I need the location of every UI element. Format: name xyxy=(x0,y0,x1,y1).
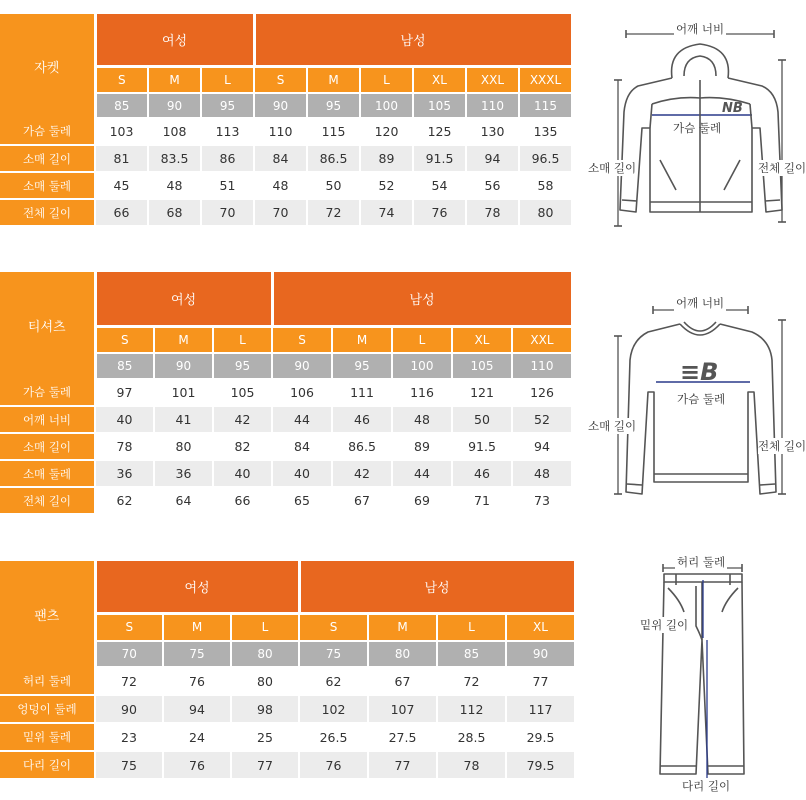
value-cell: 44 xyxy=(392,460,452,487)
value-cell: 54 xyxy=(413,172,466,199)
chest-label: 가슴 둘레 xyxy=(677,392,726,406)
value-cell: 72 xyxy=(307,199,360,226)
size-cell: XL xyxy=(413,66,466,93)
size-number-cell: 95 xyxy=(201,93,254,118)
value-cell: 78 xyxy=(437,751,506,779)
value-cell: 67 xyxy=(368,667,437,695)
value-cell: 48 xyxy=(254,172,307,199)
value-cell: 72 xyxy=(95,667,163,695)
value-cell: 50 xyxy=(307,172,360,199)
value-cell: 44 xyxy=(272,406,332,433)
value-cell: 40 xyxy=(272,460,332,487)
table-row xyxy=(0,723,575,751)
size-cell: L xyxy=(437,613,506,641)
value-cell: 83.5 xyxy=(148,145,201,172)
table-row xyxy=(0,379,572,406)
waist-label: 허리 둘레 xyxy=(677,555,726,569)
category-cell: 티셔츠 xyxy=(0,272,95,379)
size-number-cell: 90 xyxy=(154,353,213,379)
size-cell: XL xyxy=(452,326,512,353)
value-cell: 80 xyxy=(519,199,572,226)
size-number-cell: 90 xyxy=(254,93,307,118)
svg-text:NB: NB xyxy=(722,101,743,116)
value-cell: 97 xyxy=(95,379,154,406)
value-cell: 24 xyxy=(163,723,231,751)
size-cell: S xyxy=(299,613,368,641)
value-cell: 27.5 xyxy=(368,723,437,751)
value-cell: 46 xyxy=(332,406,392,433)
value-cell: 130 xyxy=(466,118,519,145)
value-cell: 108 xyxy=(148,118,201,145)
size-cell: M xyxy=(148,66,201,93)
value-cell: 78 xyxy=(95,433,154,460)
value-cell: 52 xyxy=(360,172,413,199)
value-cell: 75 xyxy=(95,751,163,779)
value-cell: 26.5 xyxy=(299,723,368,751)
size-cell: L xyxy=(231,613,299,641)
value-cell: 135 xyxy=(519,118,572,145)
value-cell: 101 xyxy=(154,379,213,406)
value-cell: 91.5 xyxy=(413,145,466,172)
row-label: 다리 길이 xyxy=(0,751,95,779)
value-cell: 70 xyxy=(254,199,307,226)
value-cell: 103 xyxy=(95,118,148,145)
value-cell: 81 xyxy=(95,145,148,172)
size-cell: L xyxy=(360,66,413,93)
value-cell: 76 xyxy=(163,751,231,779)
table-row xyxy=(0,199,572,226)
value-cell: 76 xyxy=(299,751,368,779)
size-number-cell: 75 xyxy=(299,641,368,667)
size-cell: M xyxy=(332,326,392,353)
size-cell: M xyxy=(368,613,437,641)
value-cell: 23 xyxy=(95,723,163,751)
size-number-cell: 85 xyxy=(95,353,154,379)
value-cell: 94 xyxy=(466,145,519,172)
value-cell: 107 xyxy=(368,695,437,723)
value-cell: 64 xyxy=(154,487,213,514)
group-men: 남성 xyxy=(299,561,575,613)
row-label: 소매 길이 xyxy=(0,433,95,460)
shoulder-width-label: 어깨 너비 xyxy=(676,296,725,310)
size-cell: L xyxy=(201,66,254,93)
value-cell: 74 xyxy=(360,199,413,226)
value-cell: 94 xyxy=(163,695,231,723)
value-cell: 77 xyxy=(368,751,437,779)
size-number-cell: 80 xyxy=(231,641,299,667)
value-cell: 84 xyxy=(254,145,307,172)
row-label: 어깨 너비 xyxy=(0,406,95,433)
table-row xyxy=(0,751,575,779)
value-cell: 102 xyxy=(299,695,368,723)
value-cell: 77 xyxy=(506,667,575,695)
jacket-size-table xyxy=(0,14,574,227)
table-row xyxy=(0,460,572,487)
value-cell: 62 xyxy=(299,667,368,695)
row-label: 전체 길이 xyxy=(0,487,95,514)
table-row xyxy=(0,145,572,172)
value-cell: 25 xyxy=(231,723,299,751)
value-cell: 86 xyxy=(201,145,254,172)
table-row xyxy=(0,487,572,514)
table-row xyxy=(0,118,572,145)
row-label: 엉덩이 둘레 xyxy=(0,695,95,723)
row-label: 소매 둘레 xyxy=(0,172,95,199)
value-cell: 84 xyxy=(272,433,332,460)
value-cell: 48 xyxy=(148,172,201,199)
category-cell: 자켓 xyxy=(0,14,95,118)
value-cell: 77 xyxy=(231,751,299,779)
value-cell: 58 xyxy=(519,172,572,199)
value-cell: 117 xyxy=(506,695,575,723)
group-women: 여성 xyxy=(95,14,254,66)
size-number-cell: 95 xyxy=(213,353,272,379)
table-row xyxy=(0,433,572,460)
value-cell: 65 xyxy=(272,487,332,514)
value-cell: 76 xyxy=(163,667,231,695)
chest-label: 가슴 둘레 xyxy=(673,121,722,135)
group-women: 여성 xyxy=(95,561,299,613)
value-cell: 82 xyxy=(213,433,272,460)
row-label: 가슴 둘레 xyxy=(0,379,95,406)
size-cell: M xyxy=(307,66,360,93)
row-label: 소매 길이 xyxy=(0,145,95,172)
value-cell: 48 xyxy=(512,460,572,487)
value-cell: 72 xyxy=(437,667,506,695)
value-cell: 121 xyxy=(452,379,512,406)
value-cell: 106 xyxy=(272,379,332,406)
row-label: 가슴 둘레 xyxy=(0,118,95,145)
value-cell: 73 xyxy=(512,487,572,514)
size-number-cell: 85 xyxy=(95,93,148,118)
value-cell: 91.5 xyxy=(452,433,512,460)
size-cell: M xyxy=(154,326,213,353)
value-cell: 76 xyxy=(413,199,466,226)
value-cell: 105 xyxy=(213,379,272,406)
value-cell: 69 xyxy=(392,487,452,514)
size-cell: S xyxy=(95,66,148,93)
value-cell: 80 xyxy=(154,433,213,460)
value-cell: 89 xyxy=(360,145,413,172)
table-row xyxy=(0,406,572,433)
value-cell: 50 xyxy=(452,406,512,433)
value-cell: 94 xyxy=(512,433,572,460)
value-cell: 42 xyxy=(332,460,392,487)
size-number-cell: 115 xyxy=(519,93,572,118)
size-number-cell: 110 xyxy=(512,353,572,379)
value-cell: 36 xyxy=(95,460,154,487)
value-cell: 46 xyxy=(452,460,512,487)
shoulder-width-label: 어깨 너비 xyxy=(676,22,725,36)
sleeve-length-label: 소매 길이 xyxy=(588,419,637,433)
value-cell: 96.5 xyxy=(519,145,572,172)
table-row xyxy=(0,695,575,723)
row-label: 전체 길이 xyxy=(0,199,95,226)
value-cell: 67 xyxy=(332,487,392,514)
total-length-label: 전체 길이 xyxy=(758,161,806,175)
value-cell: 113 xyxy=(201,118,254,145)
value-cell: 115 xyxy=(307,118,360,145)
value-cell: 78 xyxy=(466,199,519,226)
row-label: 소매 둘레 xyxy=(0,460,95,487)
value-cell: 56 xyxy=(466,172,519,199)
size-number-cell: 110 xyxy=(466,93,519,118)
row-label: 허리 둘레 xyxy=(0,667,95,695)
value-cell: 125 xyxy=(413,118,466,145)
value-cell: 98 xyxy=(231,695,299,723)
group-women: 여성 xyxy=(95,272,272,326)
value-cell: 89 xyxy=(392,433,452,460)
value-cell: 42 xyxy=(213,406,272,433)
rise-label: 밑위 길이 xyxy=(640,618,689,632)
leg-length-label: 다리 길이 xyxy=(682,779,731,793)
sleeve-length-label: 소매 길이 xyxy=(588,161,637,175)
value-cell: 70 xyxy=(201,199,254,226)
value-cell: 112 xyxy=(437,695,506,723)
value-cell: 79.5 xyxy=(506,751,575,779)
table-row xyxy=(0,172,572,199)
value-cell: 51 xyxy=(201,172,254,199)
size-cell: S xyxy=(95,613,163,641)
size-number-cell: 100 xyxy=(360,93,413,118)
value-cell: 36 xyxy=(154,460,213,487)
value-cell: 111 xyxy=(332,379,392,406)
size-number-cell: 80 xyxy=(368,641,437,667)
value-cell: 40 xyxy=(95,406,154,433)
value-cell: 48 xyxy=(392,406,452,433)
pants-size-table xyxy=(0,561,577,780)
pants-icon xyxy=(650,560,760,794)
total-length-label: 전체 길이 xyxy=(758,439,806,453)
size-cell: L xyxy=(392,326,452,353)
value-cell: 71 xyxy=(452,487,512,514)
svg-text:≡B: ≡B xyxy=(680,358,719,386)
value-cell: 86.5 xyxy=(332,433,392,460)
value-cell: 126 xyxy=(512,379,572,406)
size-number-cell: 95 xyxy=(332,353,392,379)
size-number-cell: 100 xyxy=(392,353,452,379)
value-cell: 110 xyxy=(254,118,307,145)
size-number-cell: 90 xyxy=(272,353,332,379)
group-men: 남성 xyxy=(254,14,572,66)
value-cell: 29.5 xyxy=(506,723,575,751)
size-cell: XXL xyxy=(466,66,519,93)
value-cell: 52 xyxy=(512,406,572,433)
size-cell: S xyxy=(272,326,332,353)
value-cell: 62 xyxy=(95,487,154,514)
table-row xyxy=(0,667,575,695)
value-cell: 66 xyxy=(95,199,148,226)
value-cell: 80 xyxy=(231,667,299,695)
row-label: 밑위 둘레 xyxy=(0,723,95,751)
value-cell: 116 xyxy=(392,379,452,406)
size-cell: XXXL xyxy=(519,66,572,93)
size-number-cell: 95 xyxy=(307,93,360,118)
value-cell: 45 xyxy=(95,172,148,199)
size-cell: XL xyxy=(506,613,575,641)
size-cell: M xyxy=(163,613,231,641)
size-cell: L xyxy=(213,326,272,353)
size-number-cell: 105 xyxy=(413,93,466,118)
value-cell: 120 xyxy=(360,118,413,145)
value-cell: 90 xyxy=(95,695,163,723)
size-cell: XXL xyxy=(512,326,572,353)
value-cell: 86.5 xyxy=(307,145,360,172)
size-cell: S xyxy=(95,326,154,353)
value-cell: 28.5 xyxy=(437,723,506,751)
size-number-cell: 90 xyxy=(148,93,201,118)
value-cell: 40 xyxy=(213,460,272,487)
group-men: 남성 xyxy=(272,272,572,326)
value-cell: 68 xyxy=(148,199,201,226)
size-number-cell: 75 xyxy=(163,641,231,667)
tshirt-size-table xyxy=(0,272,574,515)
size-number-cell: 105 xyxy=(452,353,512,379)
value-cell: 66 xyxy=(213,487,272,514)
size-number-cell: 85 xyxy=(437,641,506,667)
size-number-cell: 70 xyxy=(95,641,163,667)
value-cell: 41 xyxy=(154,406,213,433)
size-number-cell: 90 xyxy=(506,641,575,667)
category-cell: 팬츠 xyxy=(0,561,95,667)
size-cell: S xyxy=(254,66,307,93)
